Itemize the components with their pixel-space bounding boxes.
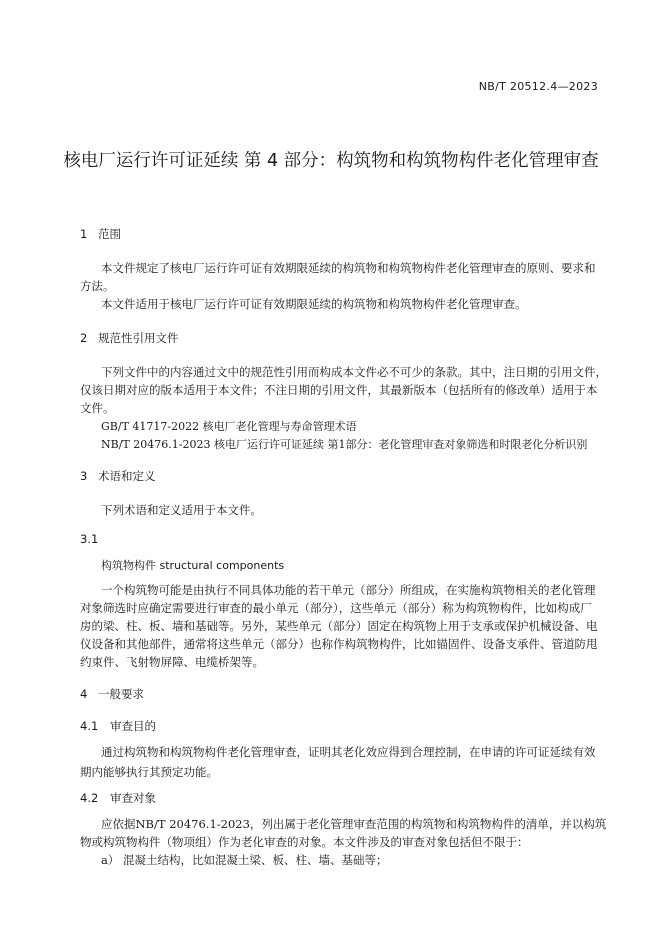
list-item-a: a） 混凝土结构，比如混凝土梁、板、柱、墙、基础等；	[101, 853, 388, 867]
section-number: 2	[80, 331, 88, 345]
section-2-heading	[80, 330, 179, 346]
section-number: 4.2	[80, 791, 99, 805]
purpose-paragraph-line: 通过构筑物和构筑物构件老化管理审查，证明其老化效应得到合理控制，在申请的许可证延续有效	[101, 745, 596, 759]
term-definition-line: 约束件、飞射物屏障、电缆桥架等。	[80, 655, 264, 669]
reference-gbt-41717: GB/T 41717-2022 核电厂老化管理与寿命管理术语	[101, 420, 357, 433]
section-title: 审查对象	[110, 791, 156, 805]
scope-paragraph-line: 本文件规定了核电厂运行许可证有效期限延续的构筑物和构筑物构件老化管理审查的原则、要求和	[101, 261, 596, 275]
section-3-heading	[80, 468, 156, 484]
objects-paragraph-line: 应依据NB/T 20476.1-2023，列出属于老化管理审查范围的构筑物和构筑物构件的清单，并以构筑	[101, 817, 607, 831]
document-title: 核电厂运行许可证延续 第 4 部分：构筑物和构筑物构件老化管理审查	[63, 151, 599, 171]
section-1-heading	[80, 226, 121, 242]
term-name: 构筑物构件 structural components	[101, 559, 285, 572]
term-definition-line: 仪设备和其他部件，通常将这些单元（部分）也称作构筑物构件，比如锚固件、设备支承件、管道防甩	[80, 637, 598, 651]
section-title: 一般要求	[98, 687, 144, 701]
term-definition-line: 对象筛选时应确定需要进行审查的最小单元（部分），这些单元（部分）称为构筑物构件，比如构成厂	[80, 601, 592, 615]
section-title: 审查目的	[110, 719, 156, 733]
purpose-paragraph-line: 期内能够执行其预定功能。	[80, 765, 218, 779]
section-number: 4	[80, 687, 88, 701]
section-number: 1	[80, 227, 88, 241]
section-title: 术语和定义	[98, 469, 156, 483]
term-definition-line: 房的梁、柱、板、墙和基础等。另外，某些单元（部分）固定在构筑物上用于支承或保护机械设备、电	[80, 619, 598, 633]
objects-paragraph-line: 物或构筑物构件（物项组）作为老化审查的对象。本文件涉及的审查对象包括但不限于：	[80, 835, 529, 849]
section-4-1-heading	[80, 718, 156, 734]
scope-paragraph-line: 方法。	[80, 279, 115, 293]
term-definition-line: 一个构筑物可能是由执行不同具体功能的若干单元（部分）所组成，在实施构筑物相关的老化管理	[101, 583, 596, 597]
term-number: 3.1	[80, 532, 99, 546]
refs-paragraph-line: 文件。	[80, 401, 115, 415]
section-number: 4.1	[80, 719, 99, 733]
section-title: 规范性引用文件	[98, 331, 179, 345]
section-4-heading	[80, 686, 144, 702]
terms-intro: 下列术语和定义适用于本文件。	[101, 503, 262, 517]
section-4-2-heading	[80, 790, 156, 806]
refs-paragraph-line: 下列文件中的内容通过文中的规范性引用而构成本文件必不可少的条款。其中，注日期的引用文件，	[101, 365, 607, 379]
scope-paragraph-2: 本文件适用于核电厂运行许可证有效期限延续的构筑物和构筑物构件老化管理审查。	[101, 297, 527, 311]
reference-nbt-20476-1: NB/T 20476.1-2023 核电厂运行许可证延续 第1部分：老化管理审查对象筛选和时限老化分析识别	[101, 438, 588, 451]
section-number: 3	[80, 469, 88, 483]
refs-paragraph-line: 仅该日期对应的版本适用于本文件；不注日期的引用文件，其最新版本（包括所有的修改单）适用于本	[80, 383, 598, 397]
section-title: 范围	[98, 227, 121, 241]
standard-number: NB/T 20512.4—2023	[478, 80, 598, 93]
